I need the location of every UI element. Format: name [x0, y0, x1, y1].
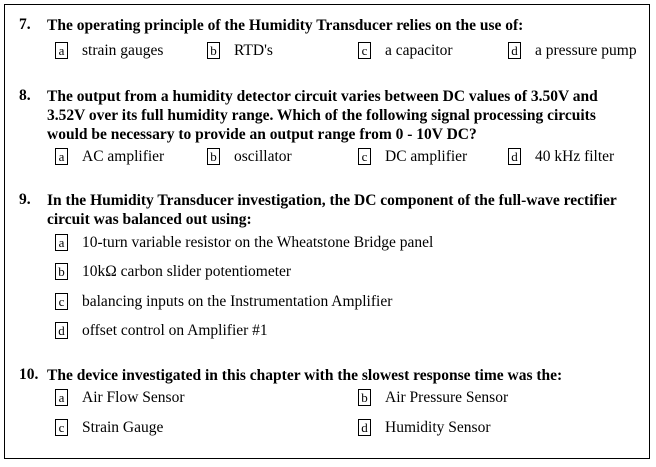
question-8-number: 8. [19, 87, 31, 104]
question-9-text [47, 191, 617, 229]
question-9-number: 9. [19, 191, 31, 208]
option-letter-box: b [55, 263, 68, 280]
question-8-text [47, 87, 598, 144]
question-7-text [47, 16, 523, 35]
option-letter-box: a [55, 234, 68, 251]
option-letter-box: b [207, 42, 220, 59]
option-letter-box: d [55, 322, 68, 339]
question-10-number: 10. [19, 366, 39, 383]
question-8-line-3: would be necessary to provide an output range from 0 - 10V DC? [47, 126, 477, 143]
option-letter-box: c [358, 148, 371, 165]
option-text: Humidity Sensor [385, 419, 491, 436]
question-10-text [47, 366, 562, 385]
option-text: a capacitor [385, 42, 453, 59]
option-text: AC amplifier [82, 148, 165, 165]
option-letter-box: b [358, 389, 371, 406]
option-letter-box: d [508, 42, 521, 59]
question-9-line-2: circuit was balanced out using: [47, 211, 252, 228]
option-text: 10kΩ carbon slider potentiometer [82, 263, 292, 280]
option-text: Air Pressure Sensor [385, 389, 509, 406]
question-7-number: 7. [19, 16, 31, 33]
question-7-line-1: The operating principle of the Humidity Transducer relies on the use of: [47, 17, 524, 34]
option-letter-box: d [508, 148, 521, 165]
option-letter-box: c [55, 419, 68, 436]
option-text: 40 kHz filter [535, 148, 615, 165]
option-letter-box: a [55, 42, 68, 59]
option-text: offset control on Amplifier #1 [82, 322, 268, 339]
option-text: oscillator [234, 148, 292, 165]
question-10-line-1: The device investigated in this chapter with the slowest response time was the: [47, 367, 563, 384]
quiz-frame [4, 4, 650, 459]
option-letter-box: a [55, 389, 68, 406]
question-9-line-1: In the Humidity Transducer investigation, the DC component of the full-wave rectifier [47, 192, 617, 209]
option-text: RTD's [234, 42, 273, 59]
option-text: Strain Gauge [82, 419, 164, 436]
option-text: Air Flow Sensor [82, 389, 185, 406]
option-letter-box: d [358, 419, 371, 436]
option-text: strain gauges [82, 42, 164, 59]
question-8-line-1: The output from a humidity detector circuit varies between DC values of 3.50V and [47, 88, 598, 105]
option-text: 10-turn variable resistor on the Wheatstone Bridge panel [82, 234, 434, 251]
option-letter-box: c [55, 293, 68, 310]
option-text: DC amplifier [385, 148, 468, 165]
option-letter-box: c [358, 42, 371, 59]
option-letter-box: b [207, 148, 220, 165]
option-letter-box: a [55, 148, 68, 165]
question-8-line-2: 3.52V over its full humidity range. Which of the following signal processing circuits [47, 107, 596, 124]
option-text: a pressure pump [535, 42, 637, 59]
option-text: balancing inputs on the Instrumentation Amplifier [82, 293, 393, 310]
